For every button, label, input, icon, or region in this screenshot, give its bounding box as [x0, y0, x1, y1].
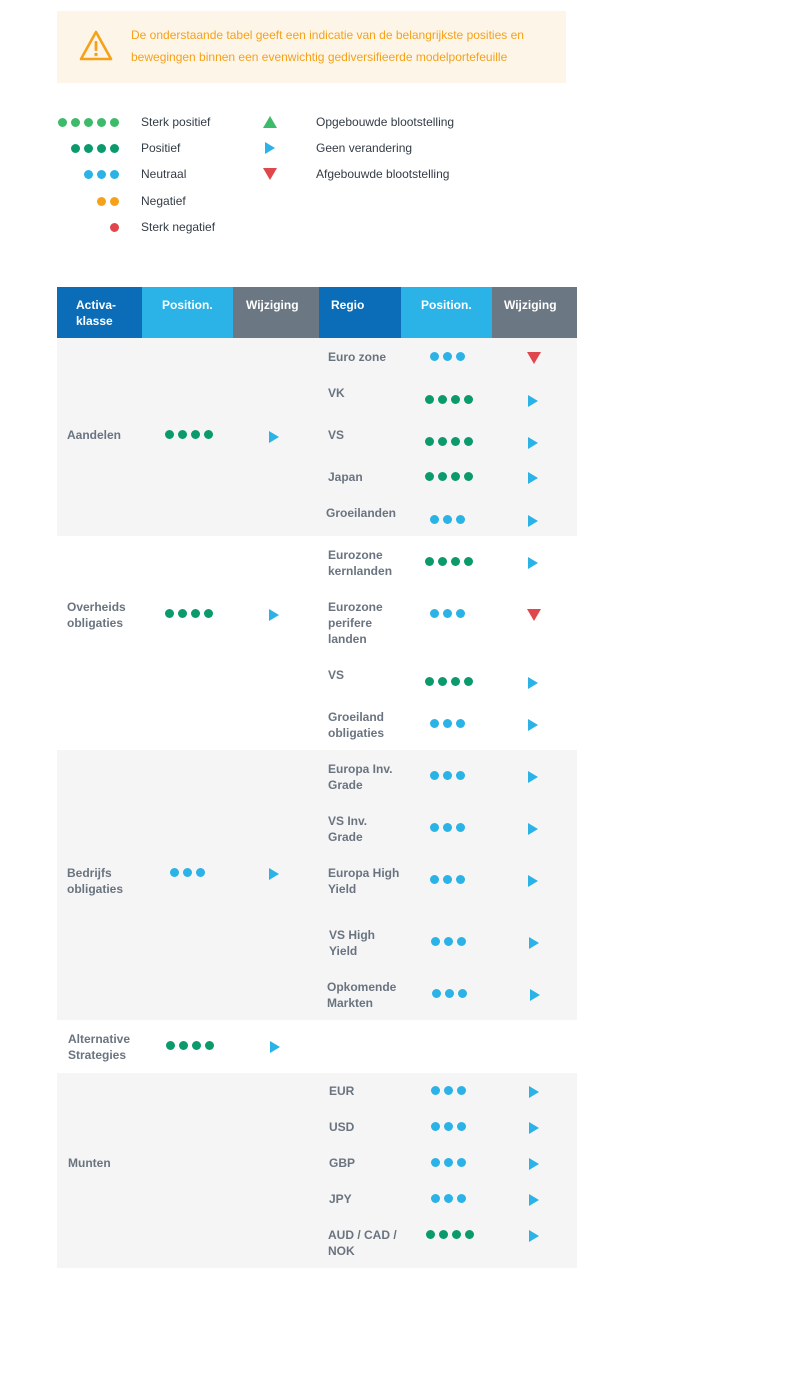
rating-dot [430, 719, 439, 728]
legend-label: Positief [141, 141, 181, 155]
asset-label: Overheids obligaties [67, 600, 126, 630]
rating-dot [431, 1194, 440, 1203]
rating-dot [431, 1086, 440, 1095]
region-label: GBP [329, 1156, 356, 1170]
region-label: VS Inv. Grade [328, 814, 368, 844]
asset-position-dots [166, 1041, 214, 1050]
triangle-right-icon [528, 875, 538, 887]
rating-dot [438, 437, 447, 446]
rating-dot [425, 557, 434, 566]
group-aandelen [57, 338, 577, 536]
rating-dot [71, 144, 80, 153]
rating-dot [431, 937, 440, 946]
rating-dot [444, 1194, 453, 1203]
region-label: Groeilanden [326, 506, 397, 520]
rating-dot [439, 1230, 448, 1239]
rating-dot [191, 430, 200, 439]
header-wijziging-regio: Wijziging [492, 287, 577, 338]
triangle-up-icon [263, 116, 277, 128]
asset-position-dots [165, 609, 213, 618]
region-label: AUD / CAD / NOK [328, 1228, 397, 1258]
rating-dot [444, 1122, 453, 1131]
triangle-right-icon [529, 1194, 539, 1206]
rating-dot [110, 170, 119, 179]
rating-dot [438, 472, 447, 481]
rating-dot [456, 771, 465, 780]
rating-dot [457, 1122, 466, 1131]
triangle-right-icon [528, 472, 538, 484]
rating-dot [431, 1122, 440, 1131]
triangle-right-icon [265, 142, 275, 154]
rating-dot [457, 937, 466, 946]
rating-dot [426, 1230, 435, 1239]
triangle-right-icon [529, 937, 539, 949]
triangle-right-icon [529, 1230, 539, 1242]
header-position-regio: Position. [401, 287, 492, 338]
triangle-down-icon [527, 352, 541, 364]
region-position-dots [430, 875, 465, 884]
rating-dot [438, 677, 447, 686]
rating-dot [458, 989, 467, 998]
triangle-right-icon [528, 823, 538, 835]
legend-label: Sterk positief [141, 115, 211, 129]
rating-dot [431, 1158, 440, 1167]
legend-label: Geen verandering [316, 141, 413, 155]
asset-position-dots [165, 430, 213, 439]
region-label: VS [328, 668, 345, 682]
rating-dot [443, 719, 452, 728]
region-label: VK [328, 386, 345, 400]
rating-dot [183, 868, 192, 877]
legend-dots [49, 223, 119, 232]
region-label: Eurozone perifere landen [328, 600, 383, 646]
rating-dot [204, 430, 213, 439]
region-label: VS High Yield [329, 928, 376, 958]
rating-dot [445, 989, 454, 998]
rating-dot [430, 875, 439, 884]
region-position-dots [431, 1086, 466, 1095]
legend [57, 112, 577, 242]
rating-dot [430, 352, 439, 361]
region-label: Opkomende Markten [327, 980, 397, 1010]
triangle-right-icon [269, 431, 279, 443]
rating-dot [97, 144, 106, 153]
rating-dot [84, 118, 93, 127]
header-wijziging: Wijziging [233, 287, 319, 338]
triangle-right-icon [529, 1158, 539, 1170]
rating-dot [443, 609, 452, 618]
rating-dot [179, 1041, 188, 1050]
rating-dot [425, 437, 434, 446]
triangle-down-icon [527, 609, 541, 621]
triangle-down-icon [263, 168, 277, 180]
legend-label: Neutraal [141, 167, 187, 181]
rating-dot [451, 437, 460, 446]
rating-dot [464, 677, 473, 686]
region-position-dots [430, 352, 465, 361]
group-munten [57, 1073, 577, 1268]
warning-icon [79, 29, 113, 63]
legend-label: Opgebouwde blootstelling [316, 115, 455, 129]
rating-dot [451, 395, 460, 404]
rating-dot [451, 472, 460, 481]
legend-label: Negatief [141, 194, 186, 208]
rating-dot [438, 557, 447, 566]
notice-banner [57, 11, 566, 83]
rating-dot [443, 875, 452, 884]
rating-dot [58, 118, 67, 127]
region-label: Eurozone kernlanden [328, 548, 393, 578]
legend-dots [49, 118, 119, 127]
triangle-right-icon [528, 771, 538, 783]
region-label: VS [328, 428, 345, 442]
rating-dot [425, 472, 434, 481]
region-position-dots [431, 1158, 466, 1167]
asset-label: Aandelen [67, 428, 122, 442]
region-label: Euro zone [328, 350, 387, 364]
rating-dot [425, 677, 434, 686]
rating-dot [204, 609, 213, 618]
rating-dot [456, 352, 465, 361]
triangle-right-icon [528, 515, 538, 527]
rating-dot [84, 144, 93, 153]
rating-dot [430, 609, 439, 618]
region-label: USD [329, 1120, 355, 1134]
rating-dot [71, 118, 80, 127]
rating-dot [443, 771, 452, 780]
region-position-dots [425, 472, 473, 481]
rating-dot [110, 144, 119, 153]
rating-dot [84, 170, 93, 179]
rating-dot [443, 352, 452, 361]
region-position-dots [432, 989, 467, 998]
rating-dot [456, 823, 465, 832]
region-label: Europa Inv. Grade [328, 762, 393, 792]
rating-dot [443, 515, 452, 524]
asset-label: Alternative Strategies [68, 1032, 131, 1062]
rating-dot [456, 609, 465, 618]
region-position-dots [430, 771, 465, 780]
region-position-dots [431, 1194, 466, 1203]
triangle-right-icon [530, 989, 540, 1001]
rating-dot [178, 609, 187, 618]
legend-dots [49, 144, 119, 153]
rating-dot [430, 823, 439, 832]
rating-dot [444, 1086, 453, 1095]
triangle-right-icon [528, 557, 538, 569]
rating-dot [110, 223, 119, 232]
triangle-right-icon [528, 677, 538, 689]
rating-dot [464, 437, 473, 446]
rating-dot [110, 197, 119, 206]
rating-dot [430, 771, 439, 780]
asset-label: Bedrijfs obligaties [67, 866, 124, 896]
rating-dot [165, 609, 174, 618]
rating-dot [425, 395, 434, 404]
rating-dot [170, 868, 179, 877]
legend-dots [49, 170, 119, 179]
legend-label: Sterk negatief [141, 220, 216, 234]
rating-dot [444, 937, 453, 946]
region-position-dots [431, 937, 466, 946]
region-position-dots [430, 609, 465, 618]
header-activaklasse: Activa- klasse [57, 287, 142, 338]
rating-dot [192, 1041, 201, 1050]
rating-dot [451, 677, 460, 686]
legend-label: Afgebouwde blootstelling [316, 167, 450, 181]
rating-dot [444, 1158, 453, 1167]
region-label: JPY [329, 1192, 352, 1206]
region-label: Europa High Yield [328, 866, 400, 896]
group-overheids-obligaties [57, 536, 577, 750]
region-label: EUR [329, 1084, 355, 1098]
legend-dots [49, 197, 119, 206]
rating-dot [452, 1230, 461, 1239]
region-position-dots [425, 395, 473, 404]
rating-dot [166, 1041, 175, 1050]
rating-dot [438, 395, 447, 404]
notice-text: De onderstaande tabel geeft een indicatie van de belangrijkste posities en bewegingen binnen een evenwichtig gediversifieerde modelportefeuille [131, 28, 524, 64]
region-position-dots [430, 515, 465, 524]
rating-dot [456, 875, 465, 884]
rating-dot [97, 118, 106, 127]
region-position-dots [426, 1230, 474, 1239]
header-regio: Regio [319, 287, 401, 338]
rating-dot [464, 557, 473, 566]
rating-dot [191, 609, 200, 618]
table-header [57, 287, 577, 338]
rating-dot [457, 1158, 466, 1167]
region-position-dots [430, 719, 465, 728]
rating-dot [110, 118, 119, 127]
region-position-dots [425, 677, 473, 686]
triangle-right-icon [269, 868, 279, 880]
triangle-right-icon [528, 395, 538, 407]
triangle-right-icon [528, 437, 538, 449]
triangle-right-icon [269, 609, 279, 621]
rating-dot [205, 1041, 214, 1050]
region-label: Japan [328, 470, 363, 484]
region-position-dots [425, 437, 473, 446]
triangle-right-icon [270, 1041, 280, 1053]
rating-dot [456, 719, 465, 728]
rating-dot [430, 515, 439, 524]
rating-dot [97, 197, 106, 206]
asset-label: Munten [68, 1156, 111, 1170]
rating-dot [165, 430, 174, 439]
rating-dot [457, 1086, 466, 1095]
rating-dot [432, 989, 441, 998]
triangle-right-icon [529, 1122, 539, 1134]
rating-dot [464, 395, 473, 404]
rating-dot [464, 472, 473, 481]
region-position-dots [430, 823, 465, 832]
triangle-right-icon [528, 719, 538, 731]
rating-dot [465, 1230, 474, 1239]
region-position-dots [431, 1122, 466, 1131]
rating-dot [97, 170, 106, 179]
asset-position-dots [170, 868, 205, 877]
region-label: Groeiland obligaties [328, 710, 385, 740]
rating-dot [178, 430, 187, 439]
rating-dot [443, 823, 452, 832]
rating-dot [451, 557, 460, 566]
rating-dot [456, 515, 465, 524]
triangle-right-icon [529, 1086, 539, 1098]
region-position-dots [425, 557, 473, 566]
rating-dot [196, 868, 205, 877]
header-position: Position. [142, 287, 233, 338]
rating-dot [457, 1194, 466, 1203]
